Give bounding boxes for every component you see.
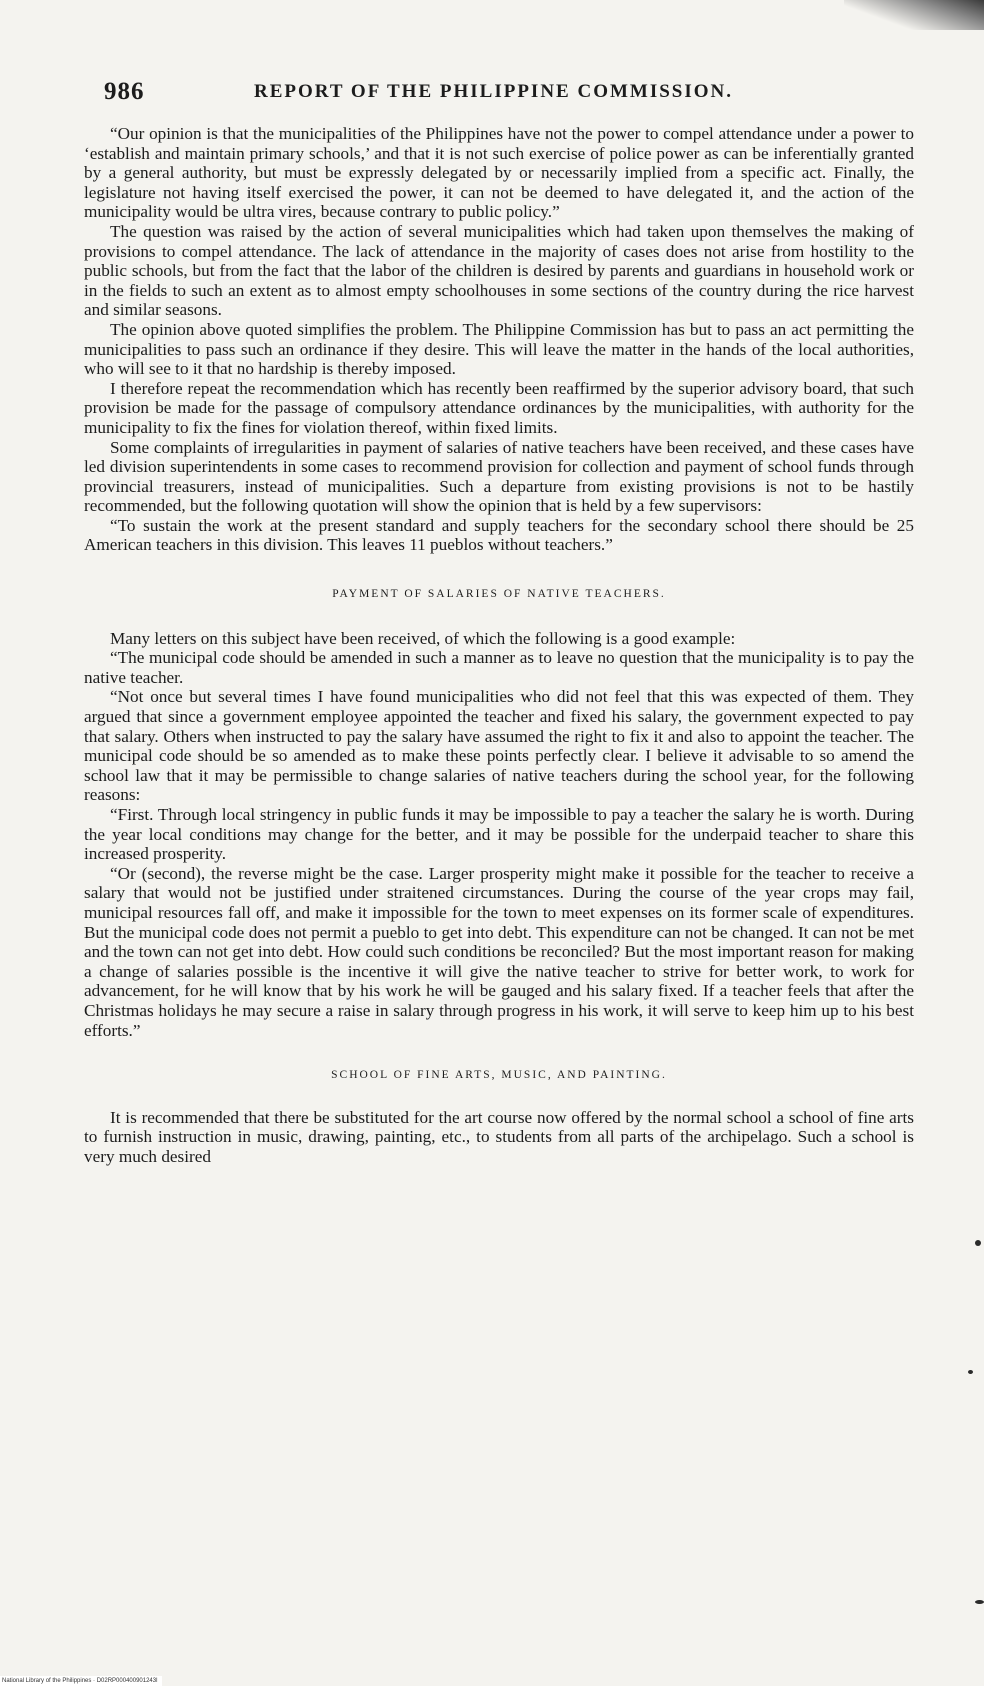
paragraph: “The municipal code should be amended in such a manner as to leave no question that the municipality is to pay the native teacher. [84,648,914,687]
speck-mark [968,1370,973,1374]
speck-mark [975,1240,981,1246]
paragraph: “First. Through local stringency in public funds it may be impossible to pay a teacher the salary he is worth. During the year local conditions may change for the better, and it may be possible for the underpaid teacher to share this increased prosperity. [84,805,914,864]
paragraph: I therefore repeat the recommendation which has recently been reaffirmed by the superior advisory board, that such provision be made for the passage of compulsory attendance ordinances by the municipalities, with authority for the municipality to fix the fines for violation thereof, within fixed limits. [84,378,914,437]
running-title: REPORT OF THE PHILIPPINE COMMISSION. [254,81,734,102]
paragraph: Many letters on this subject have been received, of which the following is a good example: [110,628,736,648]
paragraph: It is recommended that there be substituted for the art course now offered by the normal school a school of fine arts to furnish instruction in music, drawing, painting, etc., to students from all parts of the archipelago. Such a school is very much desired [84,1107,914,1166]
paragraph: The opinion above quoted simplifies the problem. The Philippine Commission has but to pass an act permitting the municipalities to pass such an ordinance if they desire. This will leave the matter in the hands of the local authorities, who will see to it that no hardship is thereby imposed. [84,319,914,379]
speck-mark [975,1600,984,1604]
page-number: 986 [104,78,145,105]
paragraph: “Our opinion is that the municipalities of the Philippines have not the power to compel attendance under a power to ‘establish and maintain primary schools,’ and that it is not such exercise of police power as can be inferentially granted by a general authority, but must be expressly delegated by or necessarily implied from a specific act. Finally, the legislature not having itself exercised the power, it can not be deemed to have delegated it, and the action of the municipality would be ultra vires, because contrary to public policy.” [84,124,914,222]
paragraph: “Not once but several times I have found municipalities who did not feel that this was expected of them. They argued that since a government employee appointed the teacher and fixed his salary, the government expected to pay that salary. Others when instructed to pay the salary have assumed the right to fix it and also to appoint the teacher. The municipal code should be so amended as to make these points perfectly clear. I believe it advisable to so amend the school law that it may be permissible to change salaries of native teachers during the school year, for the following reasons: [84,687,914,805]
section-heading-salaries: PAYMENT OF SALARIES OF NATIVE TEACHERS. [332,588,666,601]
page-header [104,78,894,112]
paragraph: The question was raised by the action of several municipalities which had taken upon themselves the making of provisions to compel attendance. The lack of attendance in the majority of cases does not arise from hostility to the public schools, but from the fact that the labor of the children is desired by parents and guardians in household work or in the fields to such an extent as to almost empty schoolhouses in some sections of the country during the rice harvest and similar seasons. [84,221,914,320]
paragraph: Some complaints of irregularities in payment of salaries of native teachers have been received, and these cases have led division superintendents in some cases to recommend provision for collection and payment of school funds through provincial treasurers, instead of municipalities. Such a departure from existing provisions is not to be hastily recommended, but the following quotation will show the opinion that is held by a few supervisors: [84,437,914,516]
library-footer-label: National Library of the Philippines · D02RP000400901243l [0,1676,162,1686]
page-corner-shadow [844,0,984,30]
document-body [84,124,914,1167]
paragraph: “Or (second), the reverse might be the case. Larger prosperity might make it possible for the teacher to receive a salary that would not be justified under straitened circumstances. During the course of the year crops may fail, municipal resources fall off, and make it impossible for the town to meet expenses on its former scale of expenditures. But the municipal code does not permit a pueblo to get into debt. This expenditure can not be changed. It can not be met and the town can not get into debt. How could such conditions be reconciled? But the most important reason for making a change of salaries possible is the incentive it will give the native teacher to strive for better work, to work for advancement, for he will know that by his work he will be gauged and his salary fixed. If a teacher feels that after the Christmas holidays he may secure a raise in salary through progress in his work, it will serve to keep him up to his best efforts.” [84,863,914,1040]
section-heading-fine-arts: SCHOOL OF FINE ARTS, MUSIC, AND PAINTING. [331,1069,667,1082]
paragraph: “To sustain the work at the present standard and supply teachers for the secondary school there should be 25 American teachers in this division. This leaves 11 pueblos without teachers.” [84,515,914,555]
